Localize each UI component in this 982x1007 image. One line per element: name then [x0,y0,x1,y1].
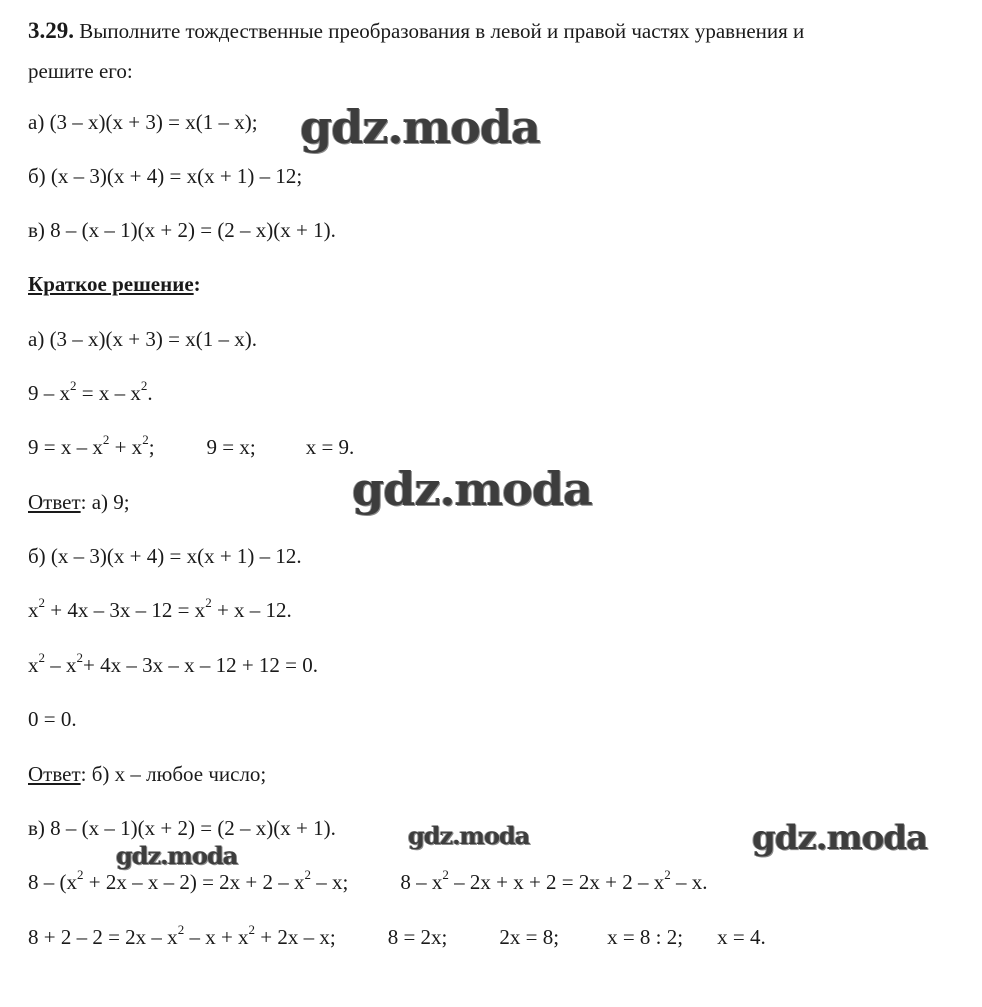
solution-b-line3 [28,652,318,678]
solution-b-line3-p1: x [28,653,39,677]
exponent: 2 [102,432,110,447]
watermark: gdz.moda [300,100,540,154]
exponent: 2 [38,595,45,610]
solution-c-line2-p6: – x. [670,870,708,894]
solution-c-line3-p1: 8 + 2 – 2 = 2x – x [28,925,178,949]
solution-b-line1: б) (x – 3)(x + 4) = x(x + 1) – 12. [28,544,302,568]
solution-b-line4: 0 = 0. [28,707,77,731]
answer-label: Ответ [28,490,81,514]
watermark: gdz.moda [408,821,530,850]
exponent: 2 [304,867,312,882]
solution-a-line3-p5: x = 9. [305,435,355,459]
solution-a-line3-p1: 9 = x – x [28,435,103,459]
exponent: 2 [140,378,148,393]
solution-a-line3-p4: 9 = x; [206,435,256,459]
watermark: gdz.moda [352,462,592,516]
exponent: 2 [38,650,45,665]
solution-heading [28,271,201,297]
solution-heading-colon: : [193,272,201,296]
solution-c-line3-p7: x = 4. [717,925,766,949]
task-number: 3.29. [28,18,74,43]
solution-a-line2-p2: = x – x [76,381,141,405]
solution-a-line3-p2: + x [109,435,143,459]
watermark: gdz.moda [116,841,238,870]
exponent: 2 [70,378,77,393]
solution-c-line3 [28,924,766,950]
exponent: 2 [248,922,256,937]
exponent: 2 [442,867,449,882]
exponent: 2 [142,432,149,447]
solution-c-line2-p4: 8 – x [400,870,443,894]
watermark: gdz.moda [752,818,928,858]
solution-a-line3 [28,434,354,460]
answer-value: : а) 9; [80,490,130,514]
exponent: 2 [177,922,185,937]
answer-value: : б) x – любое число; [80,762,267,786]
answer-label: Ответ [28,762,81,786]
problem-item-b: б) (x – 3)(x + 4) = x(x + 1) – 12; [28,164,303,188]
solution-a-line2-p3: . [147,381,153,405]
solution-c-line3-p2: – x + x [184,925,249,949]
problem-intro-text: Выполните тождественные преобразования в левой и правой частях уравнения и [79,19,805,43]
problem-item-a: а) (3 – x)(x + 3) = x(1 – x); [28,110,258,134]
solution-b-line3-p3: + 4x – 3x – x – 12 + 12 = 0. [83,653,319,677]
solution-c-line2-p3: – x; [311,870,349,894]
solution-c-line2-p2: + 2x – x – 2) = 2x + 2 – x [83,870,305,894]
solution-c-line2-p1: 8 – (x [28,870,77,894]
solution-b-line3-p2: – x [45,653,77,677]
exponent: 2 [205,595,212,610]
solution-b-line2 [28,597,292,623]
solution-b-line2-p3: + x – 12. [211,598,292,622]
solution-b-line2-p1: x [28,598,39,622]
exponent: 2 [77,867,84,882]
solution-c-line2-p5: – 2x + x + 2 = 2x + 2 – x [448,870,665,894]
exponent: 2 [76,650,83,665]
solution-a-line1: а) (3 – x)(x + 3) = x(1 – x). [28,327,257,351]
solution-c-line3-p4: 8 = 2x; [387,925,448,949]
solution-a-line2-p1: 9 – x [28,381,70,405]
solution-c-line2 [28,869,708,895]
solution-c-line3-p3: + 2x – x; [255,925,336,949]
solution-b-answer [28,761,266,787]
solution-a-answer [28,489,130,515]
problem-intro-line1 [28,18,968,44]
solution-c-line3-p5: 2x = 8; [499,925,560,949]
solution-c-line1: в) 8 – (x – 1)(x + 2) = (2 – x)(x + 1). [28,816,336,840]
solution-b-line2-p2: + 4x – 3x – 12 = x [45,598,206,622]
solution-a-line2 [28,380,153,406]
solution-a-line3-p3: ; [148,435,155,459]
solution-heading-text: Краткое решение [28,272,194,296]
solution-c-line3-p6: x = 8 : 2; [607,925,684,949]
problem-intro-line2: решите его: [28,59,133,83]
problem-item-c: в) 8 – (x – 1)(x + 2) = (2 – x)(x + 1). [28,218,336,242]
exponent: 2 [664,867,671,882]
